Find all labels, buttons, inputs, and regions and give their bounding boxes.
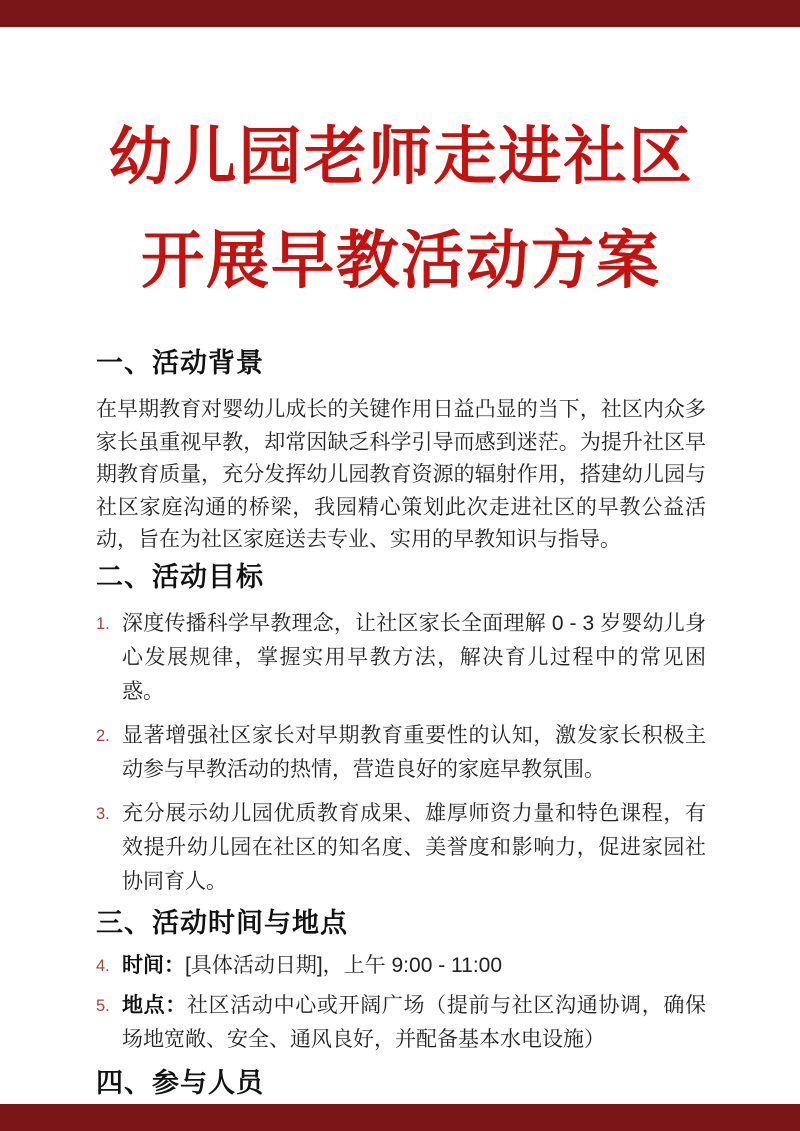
page-title-line1: 幼儿园老师走进社区 (108, 122, 694, 192)
item-label: 时间： (122, 953, 185, 977)
bottom-accent-bar (0, 1104, 800, 1131)
list-item (96, 989, 706, 1057)
list-item (96, 719, 706, 787)
item-text (122, 989, 706, 1057)
item-text: 深度传播科学早教理念，让社区家长全面理解 0 - 3 岁婴幼儿身心发展规律，掌握实用早教方法，解决育儿过程中的常见困惑。 (122, 611, 706, 703)
item-number: 5. (96, 996, 110, 1015)
item-text (122, 949, 706, 983)
item-number: 3. (96, 804, 110, 823)
list-item (96, 607, 706, 709)
item-label: 地点： (122, 993, 187, 1017)
section-heading-goals: 二、活动目标 (96, 561, 264, 592)
top-accent-bar (0, 0, 800, 27)
item-value: [具体活动日期]，上午 9:00 - 11:00 (185, 953, 503, 977)
item-text: 充分展示幼儿园优质教育成果、雄厚师资力量和特色课程，有效提升幼儿园在社区的知名度、美誉度和影响力，促进家园社协同育人。 (122, 801, 706, 893)
document-body (0, 27, 800, 1101)
section-heading-participants: 四、参与人员 (96, 1067, 264, 1098)
list-item (96, 797, 706, 899)
item-number: 2. (96, 726, 110, 745)
background-paragraph: 在早期教育对婴幼儿成长的关键作用日益凸显的当下，社区内众多家长虽重视早教，却常因缺乏科学引导而感到迷茫。为提升社区早期教育质量，充分发挥幼儿园教育资源的辐射作用，搭建幼儿园与社区家庭沟通的桥梁，我园精心策划此次走进社区的早教公益活动，旨在为社区家庭送去专业、实用的早教知识与指导。 (96, 398, 706, 551)
item-number: 1. (96, 614, 110, 633)
page-title-line2: 开展早教活动方案 (141, 226, 661, 296)
item-number: 4. (96, 956, 110, 975)
section-heading-background: 一、活动背景 (96, 348, 264, 378)
page-title (96, 105, 706, 313)
item-text: 显著增强社区家长对早期教育重要性的认知，激发家长积极主动参与早教活动的热情，营造良好的家庭早教氛围。 (122, 723, 706, 781)
item-value: 社区活动中心或开阔广场（提前与社区沟通协调，确保场地宽敞、安全、通风良好，并配备基本水电设施） (122, 993, 707, 1051)
section-heading-time-place: 三、活动时间与地点 (96, 907, 348, 938)
list-item (96, 949, 706, 983)
